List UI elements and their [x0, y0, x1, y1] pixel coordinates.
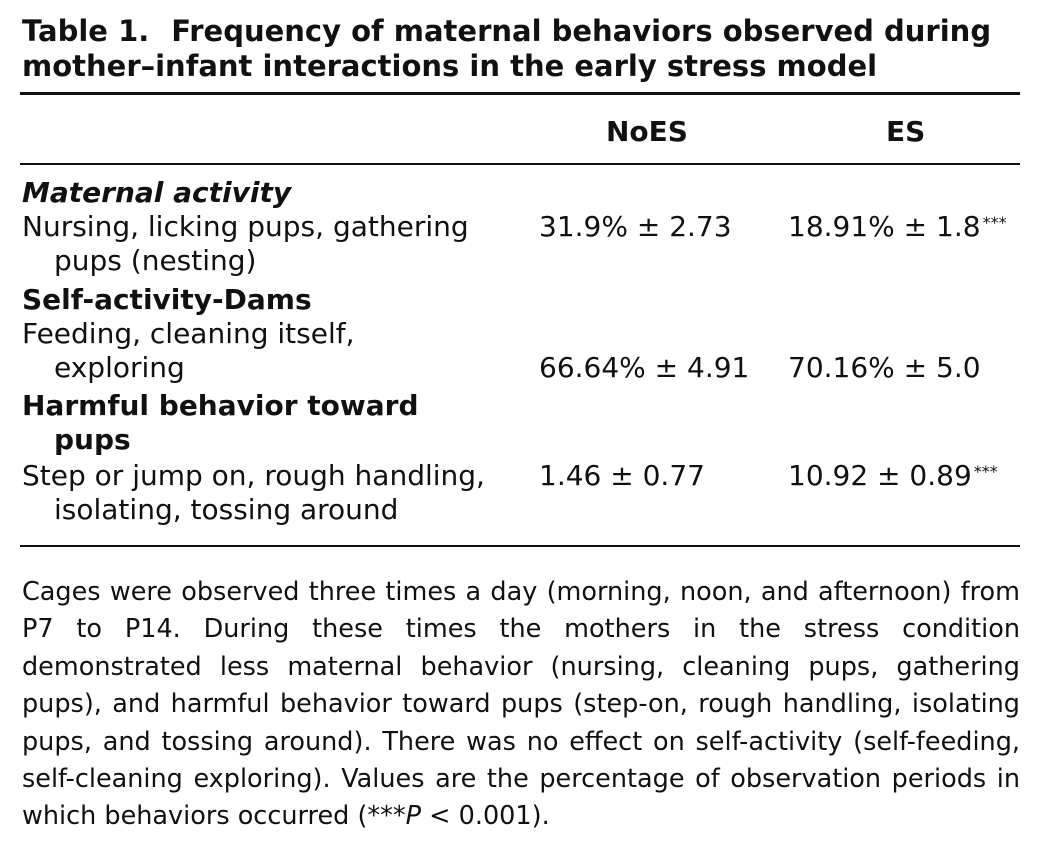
row-label-line1: Nursing, licking pups, gathering [22, 210, 469, 243]
cell-es [788, 459, 998, 497]
section-heading-harmful-behavior-cont: pups [54, 423, 131, 456]
row-label-line1: Step or jump on, rough handling, [22, 459, 485, 492]
cell-es-value: 10.92 ± 0.89 [788, 459, 972, 492]
section-heading-self-activity: Self-activity-Dams [22, 283, 312, 316]
cell-es [788, 210, 1007, 248]
footnote-end: < 0.001). [421, 801, 550, 832]
column-header-es: ES [886, 115, 926, 148]
table-caption [22, 14, 1022, 84]
footnote-p: P [405, 801, 422, 832]
cell-es-value: 70.16% ± 5.0 [788, 351, 981, 384]
row-label-line1: Feeding, cleaning itself, [22, 317, 355, 350]
significance-marker: *** [982, 213, 1007, 232]
row-label-line2: isolating, tossing around [54, 493, 399, 526]
table-title-line1: Frequency of maternal behaviors observed during [171, 14, 992, 48]
footnote-sig: *** [367, 801, 406, 832]
column-header-noes: NoES [606, 115, 688, 148]
cell-es-value: 18.91% ± 1.8 [788, 210, 981, 243]
table-title-line2: mother–infant interactions in the early stress model [22, 49, 878, 83]
significance-marker: *** [973, 462, 998, 481]
top-rule [20, 92, 1020, 95]
row-label-line2: exploring [54, 351, 185, 384]
bottom-rule [20, 545, 1020, 547]
section-heading-harmful-behavior: Harmful behavior toward [22, 389, 419, 422]
cell-es [788, 351, 981, 385]
row-label-line2: pups (nesting) [54, 244, 257, 277]
cell-noes: 1.46 ± 0.77 [539, 459, 705, 492]
table-label: Table 1. [22, 14, 150, 48]
table-footnote [22, 574, 1020, 836]
cell-noes: 66.64% ± 4.91 [539, 351, 750, 384]
header-rule [20, 163, 1020, 165]
footnote-text: Cages were observed three times a day (morning, noon, and afternoon) from P7 to P14. During these times the mothers in the stress condition demonstrated less maternal behavior (nursing, cleaning pups, gathering pups), and harmful behavior toward pups (step-on, rough handling, isolating pups, and tossing around). There was no effect on self-activity (self-feeding, self-cleaning exploring). Values are the percentage of observation periods in which behaviors occurred ( [22, 577, 1020, 832]
cell-noes: 31.9% ± 2.73 [539, 210, 732, 243]
section-heading-maternal-activity: Maternal activity [22, 176, 292, 209]
